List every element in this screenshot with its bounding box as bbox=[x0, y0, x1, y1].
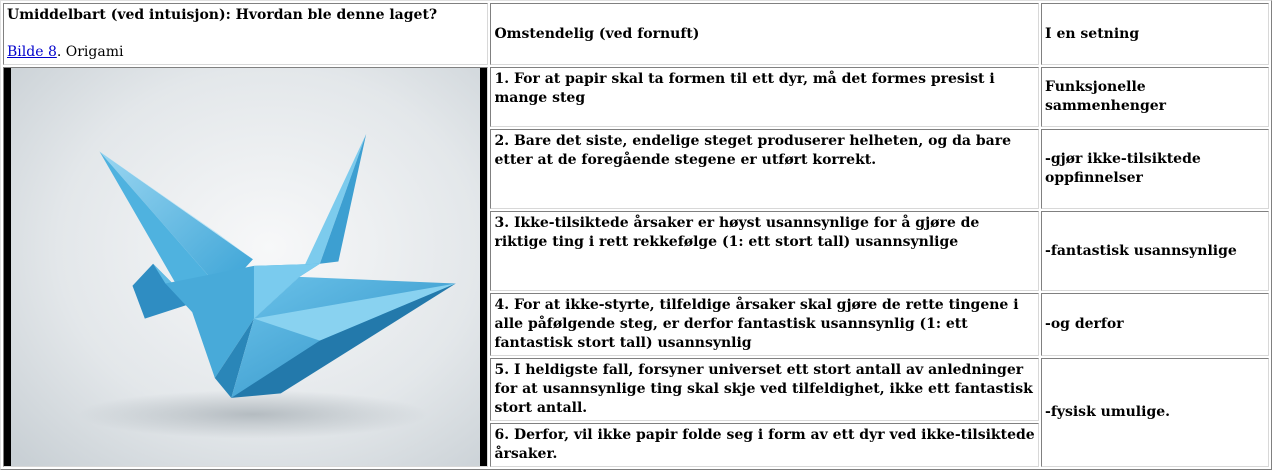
origami-crane-svg bbox=[11, 68, 480, 466]
header-intuition-title: Umiddelbart (ved intuisjon): Hvordan ble denne laget? bbox=[7, 7, 438, 23]
step-3-cell: 3. Ikke-tilsiktede årsaker er høyst usannsynlige for å gjøre de riktige ting i rett rekkefølge (1: ett stort tall) usannsynlige bbox=[490, 211, 1039, 291]
sentence-4-cell: -og derfor bbox=[1041, 293, 1269, 356]
step-1-cell: 1. For at papir skal ta formen til ett dyr, må det formes presist i mange steg bbox=[490, 67, 1039, 127]
header-reason-cell: Omstendelig (ved fornuft) bbox=[490, 3, 1039, 65]
origami-crane-image bbox=[11, 68, 480, 466]
step-5-cell: 5. I heldigste fall, forsyner universet ett stort antall av anledninger for at usannsynlige ting skal skje ved tilfeldighet, ikke ett fantastisk stort antall. bbox=[490, 358, 1039, 421]
step-6-cell: 6. Derfor, vil ikke papir folde seg i form av ett dyr ved ikke-tilsiktede årsaker. bbox=[490, 423, 1039, 467]
image-caption bbox=[7, 43, 123, 62]
sentence-3-cell: -fantastisk usannsynlige bbox=[1041, 211, 1269, 291]
step-4-cell: 4. For at ikke-styrte, tilfeldige årsaker skal gjøre de rette tingene i alle påfølgende steg, er derfor fantastisk usannsynlig (1: ett fantastisk stort tall) usannsynlig bbox=[490, 293, 1039, 356]
crane-shadow bbox=[78, 390, 428, 438]
image-caption-text: . Origami bbox=[56, 44, 124, 60]
header-sentence-cell: I en setning bbox=[1041, 3, 1269, 65]
sentence-1-cell: Funksjonelle sammenhenger bbox=[1041, 67, 1269, 127]
origami-image-cell bbox=[3, 67, 488, 467]
sentence-5-cell: -fysisk umulige. bbox=[1041, 358, 1269, 467]
image-caption-link[interactable]: Bilde 8 bbox=[7, 44, 57, 60]
header-intuition-cell bbox=[3, 3, 488, 65]
sentence-2-cell: -gjør ikke-tilsiktede oppfinnelser bbox=[1041, 129, 1269, 209]
step-2-cell: 2. Bare det siste, endelige steget produserer helheten, og da bare etter at de foregående stegene er utført korrekt. bbox=[490, 129, 1039, 209]
